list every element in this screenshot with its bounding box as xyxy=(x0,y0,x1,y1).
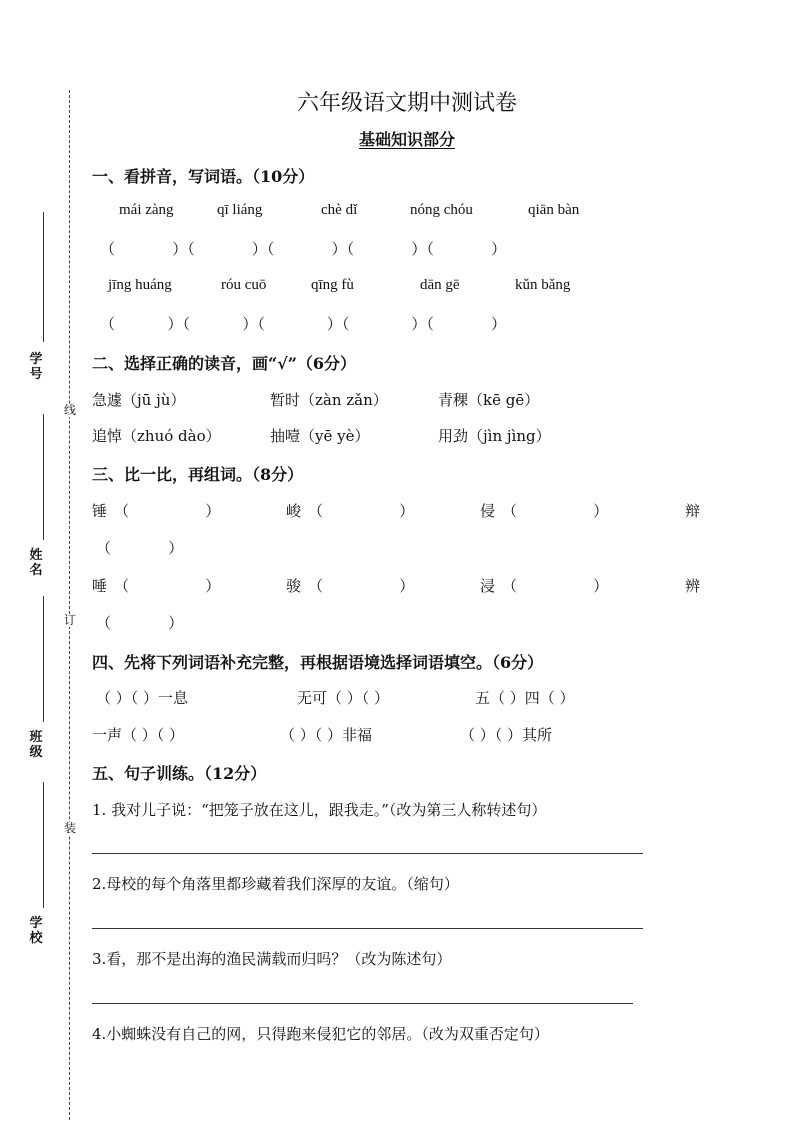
pinyin-1-5: qiān bàn xyxy=(528,202,580,218)
page-title: 六年级语文期中测试卷 xyxy=(296,91,517,116)
name-label: 姓名 xyxy=(29,548,43,578)
sentence-question-1: 1. 我对儿子说：“把笼子放在这儿，跟我走。”（改为第三人称转述句） xyxy=(92,801,547,819)
idiom-6: （ ）（ ）其所 xyxy=(460,726,553,744)
section-3-heading: 三、比一比，再组词。（8分） xyxy=(92,465,304,484)
name-blank-line xyxy=(43,414,44,540)
reading-choice-2: 暂时（zàn zǎn） xyxy=(270,391,388,409)
school-label: 学校 xyxy=(29,916,43,946)
compare-char-8: 辨 xyxy=(685,577,701,595)
compare-blank-3: （ ） xyxy=(502,502,609,520)
sentence-question-3: 3.看，那不是出海的渔民满载而归吗？（改为陈述句） xyxy=(92,950,452,968)
answer-line-1[interactable] xyxy=(92,853,643,854)
answer-blank-row-1: （ ）（ ）（ ）（ ）（ ） xyxy=(100,240,507,258)
reading-choice-5: 抽噎（yē yè） xyxy=(270,427,370,445)
pinyin-2-2: róu cuō xyxy=(221,277,267,293)
pinyin-1-4: nóng chóu xyxy=(410,202,473,218)
compare-blank-8: （ ） xyxy=(96,614,184,632)
idiom-5: （ ）（ ）非福 xyxy=(280,726,373,744)
reading-choice-3: 青稞（kē gē） xyxy=(438,391,540,409)
class-blank-line xyxy=(43,596,44,722)
pinyin-1-3: chè dǐ xyxy=(321,202,358,218)
reading-choice-1: 急遽（jū jù） xyxy=(92,391,186,409)
sentence-question-4: 4.小蜘蛛没有自己的网，只得跑来侵犯它的邻居。（改为双重否定句） xyxy=(92,1025,549,1043)
compare-blank-1: （ ） xyxy=(114,502,221,520)
pinyin-2-1: jīng huáng xyxy=(108,277,172,293)
idiom-1: （ ）（ ）一息 xyxy=(96,689,189,707)
compare-char-6: 骏 xyxy=(286,577,302,595)
sentence-question-2: 2.母校的每个角落里都珍藏着我们深厚的友谊。（缩句） xyxy=(92,875,459,893)
compare-char-3: 侵 xyxy=(480,502,496,520)
bind-char-zhuang: 装 xyxy=(63,821,76,835)
idiom-3: 五（ ）四（ ） xyxy=(475,689,575,707)
pinyin-1-1: mái zàng xyxy=(119,202,174,218)
compare-char-4: 辩 xyxy=(685,502,701,520)
student-id-blank-line xyxy=(43,212,44,342)
bind-char-ding: 订 xyxy=(63,613,76,627)
pinyin-1-2: qī liáng xyxy=(217,202,263,218)
page-subtitle: 基础知识部分 xyxy=(358,130,455,149)
compare-blank-2: （ ） xyxy=(308,502,415,520)
compare-char-2: 峻 xyxy=(286,502,302,520)
school-blank-line xyxy=(43,782,44,908)
reading-choice-4: 追悼（zhuó dào） xyxy=(92,427,221,445)
compare-blank-7: （ ） xyxy=(502,577,609,595)
answer-blank-row-2: （ ）（ ）（ ）（ ）（ ） xyxy=(100,315,507,333)
pinyin-2-4: dān gē xyxy=(420,277,460,293)
compare-blank-4: （ ） xyxy=(96,539,184,557)
pinyin-2-3: qīng fù xyxy=(311,277,354,293)
class-label: 班级 xyxy=(29,730,43,760)
compare-char-5: 唾 xyxy=(92,577,108,595)
section-5-heading: 五、句子训练。（12分） xyxy=(92,764,267,783)
idiom-4: 一声（ ）（ ） xyxy=(92,726,185,744)
binding-dashed-line xyxy=(69,90,70,1120)
pinyin-2-5: kǔn bǎng xyxy=(515,277,571,293)
compare-char-1: 锤 xyxy=(92,502,108,520)
section-4-heading: 四、先将下列词语补充完整，再根据语境选择词语填空。（6分） xyxy=(92,653,544,672)
answer-line-3[interactable] xyxy=(92,1003,633,1004)
section-2-heading: 二、选择正确的读音，画“√”（6分） xyxy=(92,354,357,373)
reading-choice-6: 用劲（jìn jìng） xyxy=(438,427,551,445)
compare-char-7: 浸 xyxy=(480,577,496,595)
answer-line-2[interactable] xyxy=(92,928,643,929)
compare-blank-6: （ ） xyxy=(308,577,415,595)
section-1-heading: 一、看拼音，写词语。（10分） xyxy=(92,167,315,186)
compare-blank-5: （ ） xyxy=(114,577,221,595)
student-id-label: 学号 xyxy=(29,352,43,382)
idiom-2: 无可（ ）（ ） xyxy=(297,689,390,707)
bind-char-xian: 线 xyxy=(63,403,76,417)
